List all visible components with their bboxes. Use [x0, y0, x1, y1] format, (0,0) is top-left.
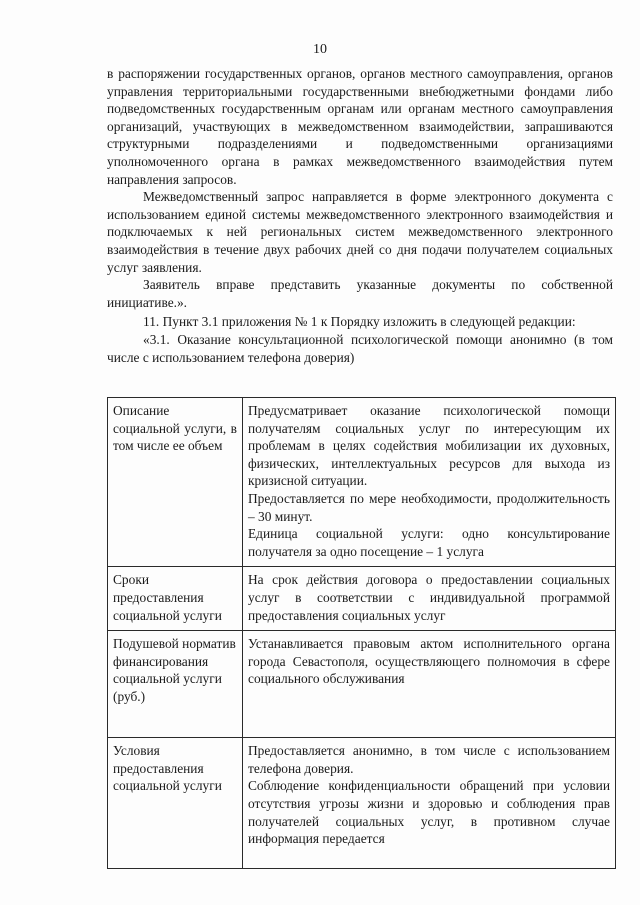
- description-line: Предоставляется анонимно, в том числе с использованием телефона доверия.: [248, 743, 610, 776]
- table-row: [108, 398, 616, 567]
- row-label: Описание социальной услуги, в том числе ее объем: [108, 398, 243, 567]
- description-line: Предусматривает оказание психологической помощи получателям социальных услуг по интересующим их проблемам в целях содействия мобилизации их духовных, физических, интеллектуальных ресурсов для выхода из кризисной ситуации.: [248, 403, 610, 489]
- service-table: [107, 397, 616, 869]
- table-row: [108, 738, 616, 869]
- row-description: [243, 631, 616, 738]
- row-description: [243, 398, 616, 567]
- description-line: Предоставляется по мере необходимости, продолжительность – 30 минут.: [248, 490, 610, 524]
- table-row: [108, 631, 616, 738]
- description-line: Соблюдение конфиденциальности обращений при условии отсутствия угрозы жизни и здоровью и соблюдения прав получателей социальных услуг, в противном случае информация передается: [248, 778, 610, 847]
- row-description: [243, 738, 616, 869]
- page-number: 10: [313, 42, 327, 57]
- paragraph-applicant-right: Заявитель вправе представить указанные документы по собственной инициативе.».: [107, 277, 613, 310]
- table-row: [108, 567, 616, 631]
- description-line: Единица социальной услуги: одно консультирование получателя за одно посещение – 1 услуга: [248, 526, 610, 559]
- document-body: [107, 65, 613, 366]
- row-description: [243, 567, 616, 631]
- paragraph-continuation: в распоряжении государственных органов, органов местного самоуправления, органов управления территориальными государственными внебюджетными фондами либо подведомственных государственным органам или органам местного самоуправления организаций, участвующих в межведомственном взаимодействии, запрашиваются структурными подразделениями и подведомственными организациями уполномоченного органа в рамках межведомственного взаимодействия путем направления запросов.: [107, 66, 613, 187]
- paragraph-interagency-request: Межведомственный запрос направляется в форме электронного документа с использованием единой системы межведомственного электронного взаимодействия и подключаемых к ней региональных систем межведомственного электронного взаимодействия в течение двух рабочих дней со дня подачи получателем социальных услуг заявления.: [107, 189, 613, 275]
- row-label: Сроки предоставления социальной услуги: [108, 567, 243, 631]
- paragraph-amendment-item: 11. Пункт 3.1 приложения № 1 к Порядку изложить в следующей редакции:: [143, 314, 576, 330]
- row-label: Условия предоставления социальной услуги: [108, 738, 243, 869]
- description-line: На срок действия договора о предоставлении социальных услуг в соответствии с индивидуальной программой предоставления социальных услуг: [248, 572, 610, 623]
- row-label: Подушевой норматив финансирования социальной услуги (руб.): [108, 631, 243, 738]
- paragraph-section-heading: «3.1. Оказание консультационной психологической помощи анонимно (в том числе с использованием телефона доверия): [107, 331, 613, 365]
- description-line: Устанавливается правовым актом исполнительного органа города Севастополя, осуществляющего полномочия в сфере социального обслуживания: [248, 636, 610, 687]
